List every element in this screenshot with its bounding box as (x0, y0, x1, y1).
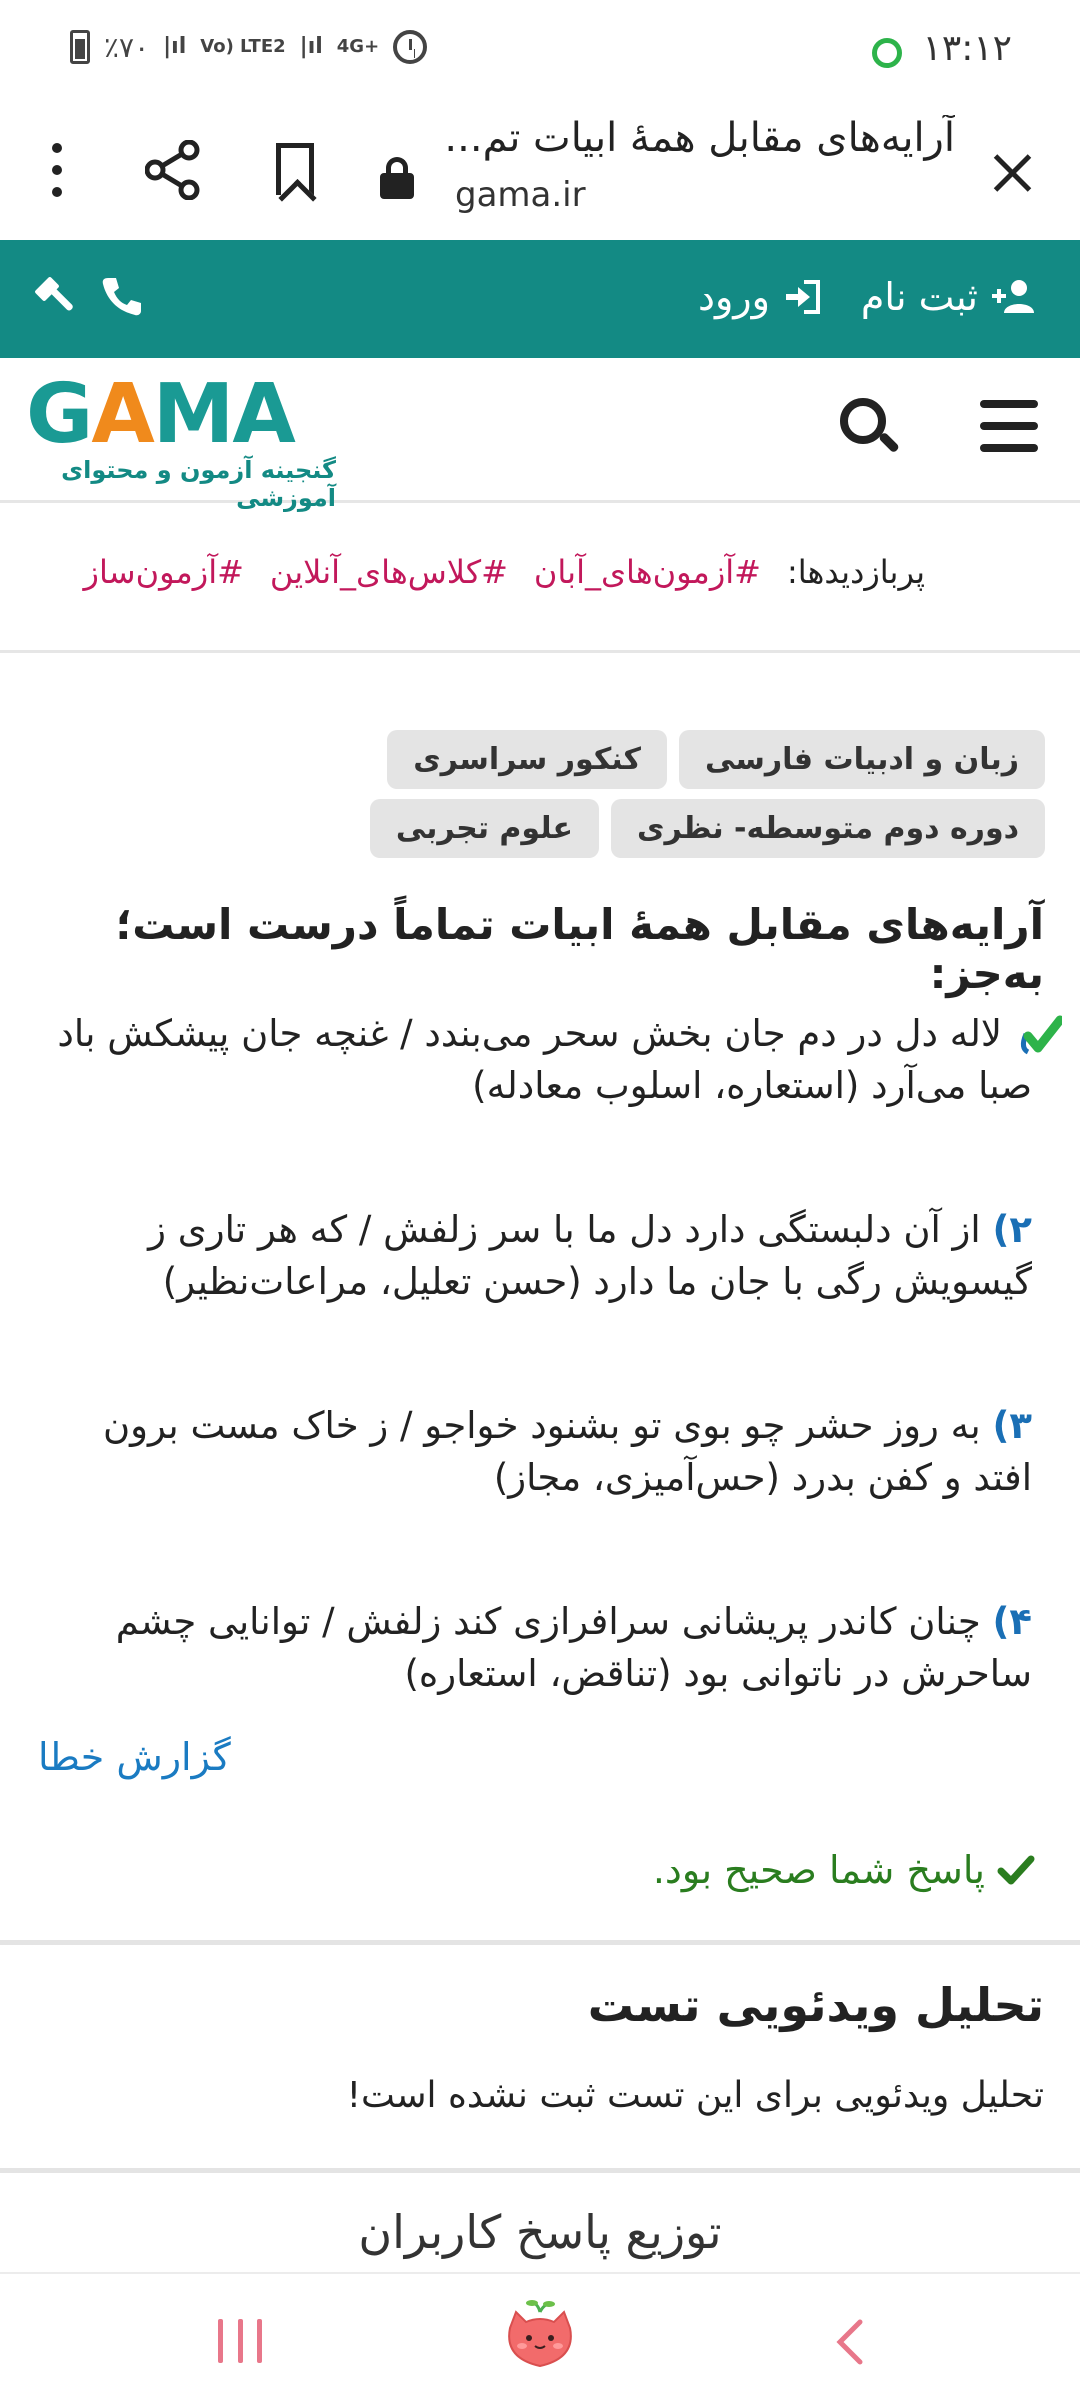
home-cat-icon[interactable] (502, 2298, 578, 2374)
report-error-link[interactable]: گزارش خطا (38, 1735, 231, 1779)
register-link[interactable] (861, 275, 1038, 319)
more-options-icon[interactable] (52, 143, 64, 199)
search-icon[interactable] (840, 398, 902, 460)
status-left-icons (70, 30, 427, 64)
signal-icon: |ıl (163, 34, 187, 59)
recent-apps-icon[interactable] (218, 2319, 262, 2363)
network-type: 4G+ (336, 36, 380, 57)
status-bar (0, 0, 1080, 105)
share-icon[interactable] (145, 140, 201, 200)
option-number: ۲) (992, 1208, 1032, 1251)
section-divider (0, 1940, 1080, 1945)
login-label: ورود (698, 275, 770, 319)
option-text: به روز حشر چو بوی تو بشنود خواجو / ز خاک مست برون افتد و کفن بدرد (حس‌آمیزی، مجاز) (102, 1404, 1032, 1499)
trending-label: پربازدیدها: (786, 553, 925, 591)
close-icon[interactable] (982, 143, 1042, 203)
correct-check-icon (1010, 1014, 1062, 1056)
category-chip[interactable]: دوره دوم متوسطه- نظری (611, 799, 1045, 858)
page-title: آرایه‌های مقابل همهٔ ابیات تم... (444, 115, 955, 161)
answer-option-4[interactable] (42, 1596, 1032, 1700)
answer-option-2[interactable] (42, 1204, 1032, 1308)
sync-icon (872, 38, 902, 68)
register-label: ثبت نام (860, 275, 978, 319)
site-top-bar (0, 240, 1080, 358)
answer-result (653, 1848, 1035, 1892)
category-chips (115, 730, 1045, 858)
trending-tag[interactable]: #آزمون‌های_آبان (533, 553, 761, 591)
menu-icon[interactable] (980, 400, 1038, 452)
option-number: ۴) (992, 1600, 1032, 1643)
battery-icon (70, 30, 90, 64)
section-divider (0, 2168, 1080, 2173)
category-chip[interactable]: کنکور سراسری (387, 730, 667, 789)
login-link[interactable] (698, 275, 822, 319)
back-icon[interactable] (830, 2318, 870, 2366)
category-chip[interactable]: زبان و ادبیات فارسی (679, 730, 1045, 789)
logo-wordmark: GAMA (26, 367, 294, 462)
system-navigation-bar (0, 2272, 1080, 2400)
gama-logo[interactable] (26, 367, 336, 512)
url-text[interactable]: gama.ir (455, 175, 586, 215)
add-user-icon (992, 279, 1038, 315)
trending-tag[interactable]: #آزمون‌ساز (83, 553, 244, 591)
lock-icon[interactable] (380, 157, 414, 199)
option-text: چنان کاندر پریشانی سرافرازی کند زلفش / توانایی چشم ساحرش در ناتوانی بود (تناقض، استعاره) (115, 1600, 1032, 1695)
answer-distribution-title: توزیع پاسخ کاربران (358, 2205, 722, 2259)
sign-in-icon (784, 279, 822, 315)
option-text: لاله دل در دم جان بخش سحر می‌بندد / غنچه جان پیشکش باد صبا می‌آرد (استعاره، اسلوب معادله) (57, 1012, 1032, 1107)
browser-toolbar (0, 105, 1080, 240)
trending-tag[interactable]: #کلاس‌های_آنلاین (269, 553, 508, 591)
answer-option-3[interactable] (42, 1400, 1032, 1504)
video-analysis-text: تحلیل ویدئویی برای این تست ثبت نشده است! (346, 2075, 1044, 2116)
clock: ۱۳:۱۲ (922, 28, 1012, 69)
signal-icon-2: |ıl (299, 34, 323, 59)
question-text: آرایه‌های مقابل همهٔ ابیات تماماً درست است؛ به‌جز: (115, 900, 1044, 998)
answer-result-text: پاسخ شما صحیح بود. (652, 1848, 985, 1892)
trending-tags (0, 503, 1080, 653)
bookmark-icon[interactable] (276, 143, 314, 195)
network-label: Vo) LTE2 (200, 36, 286, 57)
site-header (0, 358, 1080, 512)
option-number: ۳) (992, 1404, 1032, 1447)
option-text: از آن دلبستگی دارد دل ما با سر زلفش / که هر تاری ز گیسویش رگی با جان ما دارد (حسن تعلیل، مراعات‌نظیر) (148, 1208, 1032, 1303)
video-analysis-title: تحلیل ویدئویی تست (587, 1978, 1044, 2032)
answer-option-1[interactable] (42, 1008, 1032, 1112)
logo-tagline: گنجینه آزمون و محتوای آموزشی (61, 456, 336, 512)
alarm-icon (393, 30, 427, 64)
phone-icon[interactable] (100, 274, 144, 318)
category-chip[interactable]: علوم تجربی (370, 799, 599, 858)
checkmark-icon (997, 1855, 1035, 1885)
gavel-icon[interactable] (30, 272, 80, 322)
battery-percent: ٪۷۰ (104, 30, 150, 64)
